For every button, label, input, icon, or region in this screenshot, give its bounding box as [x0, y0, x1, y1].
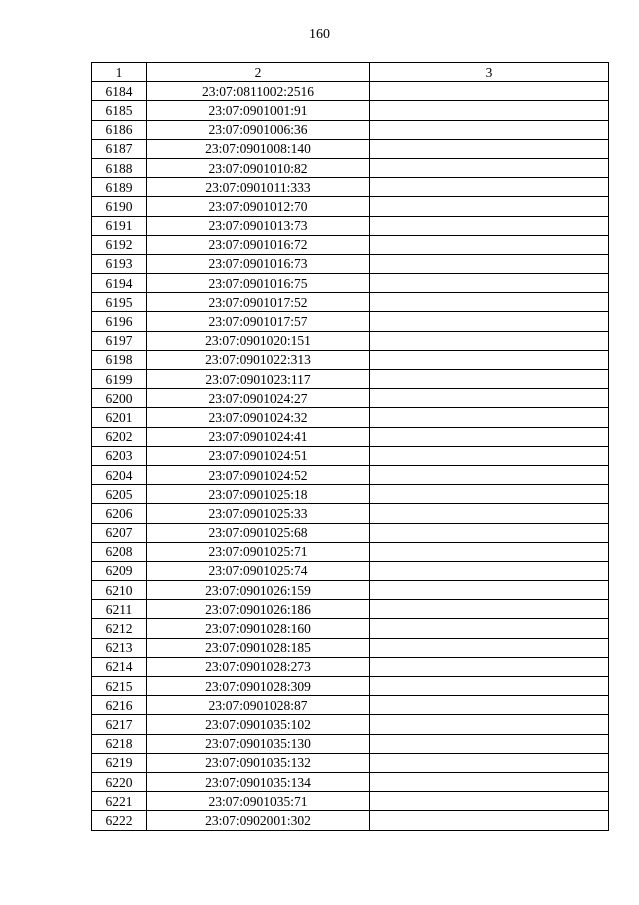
row-number-cell: 6214 — [92, 657, 147, 676]
row-number-cell: 6221 — [92, 792, 147, 811]
table-row — [92, 178, 609, 197]
table-row — [92, 696, 609, 715]
table-row — [92, 792, 609, 811]
column-header-3: 3 — [370, 63, 609, 82]
row-number-cell: 6222 — [92, 811, 147, 830]
note-cell — [370, 504, 609, 523]
note-cell — [370, 235, 609, 254]
cadastral-number-cell: 23:07:0901011:333 — [147, 178, 370, 197]
row-number-cell: 6190 — [92, 197, 147, 216]
row-number-cell: 6204 — [92, 465, 147, 484]
cadastral-number-cell: 23:07:0901025:33 — [147, 504, 370, 523]
cadastral-number-cell: 23:07:0901023:117 — [147, 370, 370, 389]
row-number-cell: 6193 — [92, 254, 147, 273]
table-row — [92, 216, 609, 235]
table-row — [92, 446, 609, 465]
cadastral-number-cell: 23:07:0901024:32 — [147, 408, 370, 427]
row-number-cell: 6189 — [92, 178, 147, 197]
cadastral-number-cell: 23:07:0901016:75 — [147, 274, 370, 293]
cadastral-number-cell: 23:07:0901024:52 — [147, 465, 370, 484]
row-number-cell: 6201 — [92, 408, 147, 427]
row-number-cell: 6196 — [92, 312, 147, 331]
note-cell — [370, 331, 609, 350]
row-number-cell: 6185 — [92, 101, 147, 120]
cadastral-number-cell: 23:07:0901025:71 — [147, 542, 370, 561]
row-number-cell: 6199 — [92, 370, 147, 389]
cadastral-number-cell: 23:07:0901020:151 — [147, 331, 370, 350]
row-number-cell: 6208 — [92, 542, 147, 561]
row-number-cell: 6207 — [92, 523, 147, 542]
note-cell — [370, 370, 609, 389]
column-header-1: 1 — [92, 63, 147, 82]
note-cell — [370, 753, 609, 772]
cadastral-number-cell: 23:07:0901025:18 — [147, 485, 370, 504]
note-cell — [370, 677, 609, 696]
table-row — [92, 600, 609, 619]
note-cell — [370, 811, 609, 830]
note-cell — [370, 139, 609, 158]
note-cell — [370, 715, 609, 734]
cadastral-number-cell: 23:07:0901028:309 — [147, 677, 370, 696]
note-cell — [370, 120, 609, 139]
note-cell — [370, 485, 609, 504]
row-number-cell: 6216 — [92, 696, 147, 715]
header-row — [92, 63, 609, 82]
row-number-cell: 6205 — [92, 485, 147, 504]
cadastral-number-cell: 23:07:0901016:73 — [147, 254, 370, 273]
note-cell — [370, 389, 609, 408]
note-cell — [370, 772, 609, 791]
note-cell — [370, 446, 609, 465]
table-row — [92, 350, 609, 369]
note-cell — [370, 274, 609, 293]
table-row — [92, 235, 609, 254]
cadastral-number-cell: 23:07:0902001:302 — [147, 811, 370, 830]
row-number-cell: 6184 — [92, 82, 147, 101]
table-body — [92, 82, 609, 830]
cadastral-number-cell: 23:07:0901028:273 — [147, 657, 370, 676]
row-number-cell: 6215 — [92, 677, 147, 696]
note-cell — [370, 197, 609, 216]
row-number-cell: 6186 — [92, 120, 147, 139]
cadastral-number-cell: 23:07:0901028:185 — [147, 638, 370, 657]
cadastral-number-cell: 23:07:0901013:73 — [147, 216, 370, 235]
table-row — [92, 408, 609, 427]
cadastral-number-cell: 23:07:0901035:130 — [147, 734, 370, 753]
column-header-2: 2 — [147, 63, 370, 82]
row-number-cell: 6220 — [92, 772, 147, 791]
note-cell — [370, 82, 609, 101]
note-cell — [370, 312, 609, 331]
note-cell — [370, 792, 609, 811]
row-number-cell: 6212 — [92, 619, 147, 638]
table-row — [92, 561, 609, 580]
table-row — [92, 120, 609, 139]
table-row — [92, 465, 609, 484]
row-number-cell: 6203 — [92, 446, 147, 465]
table-row — [92, 82, 609, 101]
cadastral-number-cell: 23:07:0901010:82 — [147, 158, 370, 177]
row-number-cell: 6210 — [92, 581, 147, 600]
note-cell — [370, 293, 609, 312]
table-row — [92, 581, 609, 600]
table-row — [92, 811, 609, 830]
table-row — [92, 715, 609, 734]
row-number-cell: 6213 — [92, 638, 147, 657]
cadastral-number-cell: 23:07:0901026:186 — [147, 600, 370, 619]
note-cell — [370, 427, 609, 446]
table-row — [92, 101, 609, 120]
cadastral-number-cell: 23:07:0901035:102 — [147, 715, 370, 734]
cadastral-number-cell: 23:07:0901025:68 — [147, 523, 370, 542]
row-number-cell: 6218 — [92, 734, 147, 753]
row-number-cell: 6202 — [92, 427, 147, 446]
cadastral-number-cell: 23:07:0901028:160 — [147, 619, 370, 638]
note-cell — [370, 254, 609, 273]
table-row — [92, 427, 609, 446]
table-row — [92, 677, 609, 696]
cadastral-table — [91, 62, 609, 831]
table-row — [92, 331, 609, 350]
cadastral-number-cell: 23:07:0901024:41 — [147, 427, 370, 446]
table-row — [92, 638, 609, 657]
table-row — [92, 657, 609, 676]
cadastral-number-cell: 23:07:0811002:2516 — [147, 82, 370, 101]
row-number-cell: 6188 — [92, 158, 147, 177]
row-number-cell: 6209 — [92, 561, 147, 580]
note-cell — [370, 696, 609, 715]
cadastral-number-cell: 23:07:0901024:51 — [147, 446, 370, 465]
row-number-cell: 6211 — [92, 600, 147, 619]
note-cell — [370, 101, 609, 120]
note-cell — [370, 158, 609, 177]
row-number-cell: 6200 — [92, 389, 147, 408]
note-cell — [370, 350, 609, 369]
note-cell — [370, 465, 609, 484]
cadastral-number-cell: 23:07:0901017:52 — [147, 293, 370, 312]
note-cell — [370, 657, 609, 676]
table-row — [92, 542, 609, 561]
row-number-cell: 6217 — [92, 715, 147, 734]
row-number-cell: 6191 — [92, 216, 147, 235]
cadastral-number-cell: 23:07:0901012:70 — [147, 197, 370, 216]
cadastral-number-cell: 23:07:0901017:57 — [147, 312, 370, 331]
cadastral-number-cell: 23:07:0901008:140 — [147, 139, 370, 158]
note-cell — [370, 581, 609, 600]
cadastral-number-cell: 23:07:0901035:71 — [147, 792, 370, 811]
table-row — [92, 197, 609, 216]
cadastral-number-cell: 23:07:0901006:36 — [147, 120, 370, 139]
note-cell — [370, 178, 609, 197]
note-cell — [370, 523, 609, 542]
table-row — [92, 504, 609, 523]
cadastral-number-cell: 23:07:0901024:27 — [147, 389, 370, 408]
cadastral-number-cell: 23:07:0901025:74 — [147, 561, 370, 580]
cadastral-number-cell: 23:07:0901035:132 — [147, 753, 370, 772]
table-row — [92, 370, 609, 389]
cadastral-number-cell: 23:07:0901022:313 — [147, 350, 370, 369]
row-number-cell: 6219 — [92, 753, 147, 772]
cadastral-number-cell: 23:07:0901028:87 — [147, 696, 370, 715]
cadastral-number-cell: 23:07:0901035:134 — [147, 772, 370, 791]
note-cell — [370, 408, 609, 427]
row-number-cell: 6195 — [92, 293, 147, 312]
note-cell — [370, 619, 609, 638]
note-cell — [370, 734, 609, 753]
table-row — [92, 389, 609, 408]
row-number-cell: 6192 — [92, 235, 147, 254]
table-row — [92, 734, 609, 753]
row-number-cell: 6187 — [92, 139, 147, 158]
note-cell — [370, 600, 609, 619]
row-number-cell: 6194 — [92, 274, 147, 293]
note-cell — [370, 542, 609, 561]
row-number-cell: 6206 — [92, 504, 147, 523]
row-number-cell: 6198 — [92, 350, 147, 369]
table-row — [92, 619, 609, 638]
table-row — [92, 523, 609, 542]
page-number: 160 — [309, 27, 330, 42]
table-row — [92, 753, 609, 772]
cadastral-number-cell: 23:07:0901001:91 — [147, 101, 370, 120]
note-cell — [370, 216, 609, 235]
row-number-cell: 6197 — [92, 331, 147, 350]
table-row — [92, 158, 609, 177]
note-cell — [370, 561, 609, 580]
table-row — [92, 254, 609, 273]
table-row — [92, 293, 609, 312]
cadastral-number-cell: 23:07:0901016:72 — [147, 235, 370, 254]
note-cell — [370, 638, 609, 657]
table-header — [92, 63, 609, 82]
table-row — [92, 772, 609, 791]
table-row — [92, 312, 609, 331]
table-row — [92, 139, 609, 158]
cadastral-number-cell: 23:07:0901026:159 — [147, 581, 370, 600]
table-row — [92, 485, 609, 504]
table-row — [92, 274, 609, 293]
